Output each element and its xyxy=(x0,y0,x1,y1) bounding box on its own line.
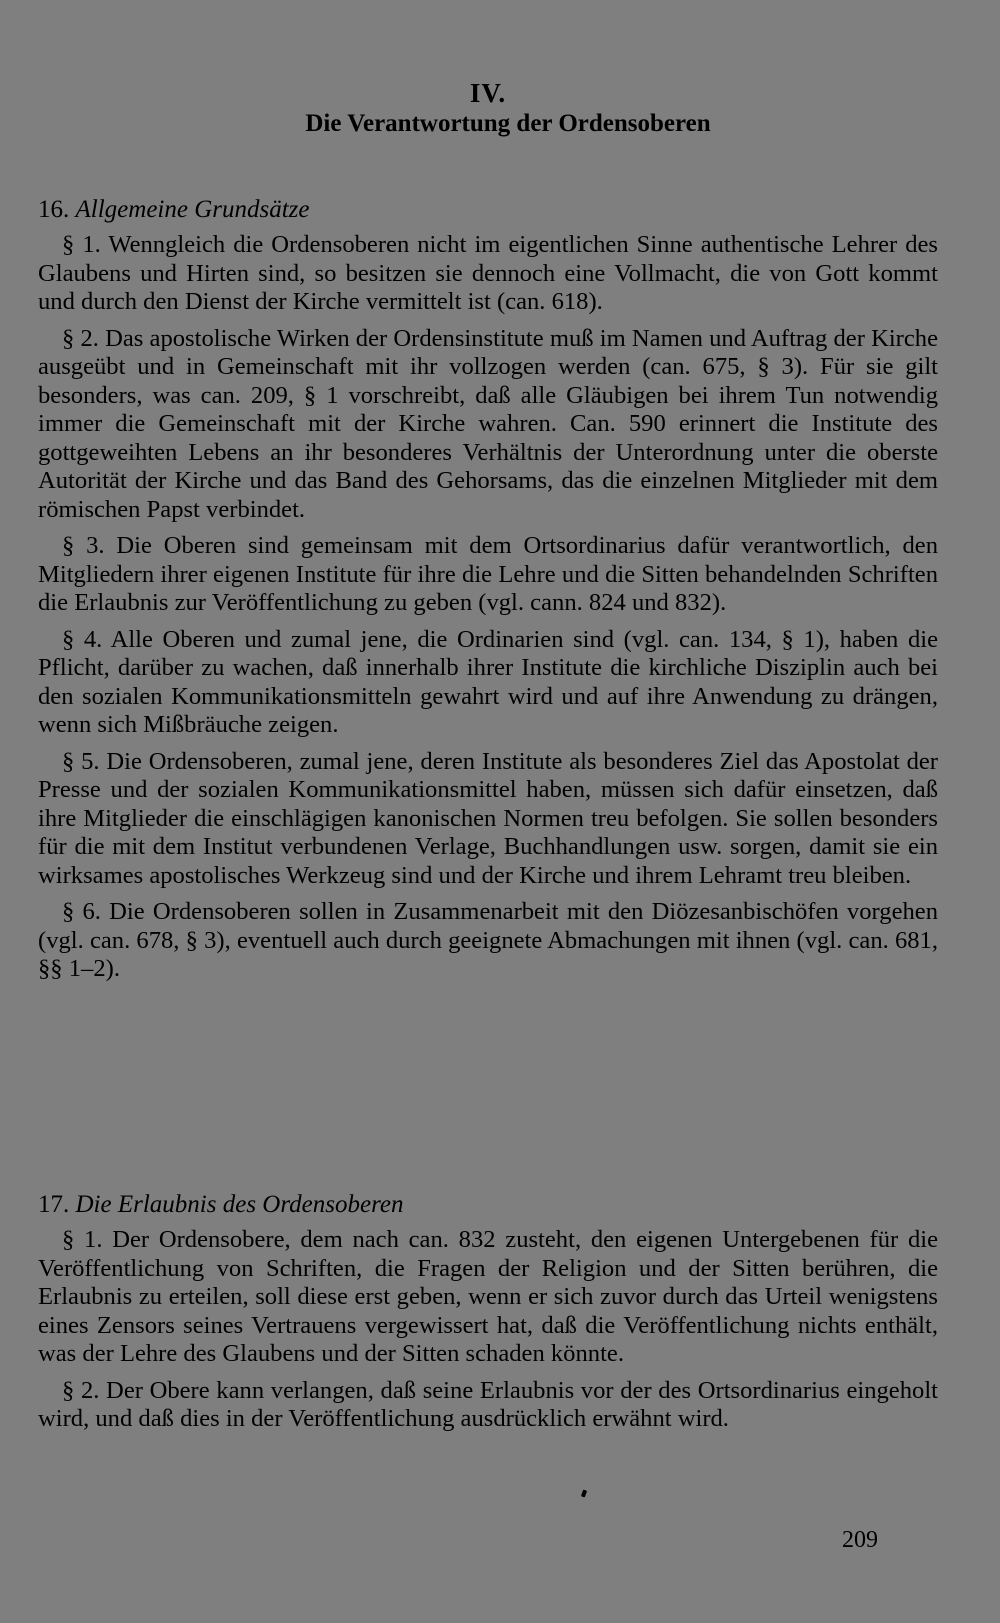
section-number: 16. xyxy=(38,196,70,223)
paragraph: § 2. Der Obere kann verlangen, daß seine Erlaubnis vor der des Ortsordinarius eingeholt wird, und daß dies in der Veröffentlichung ausdrücklich erwähnt wird. xyxy=(38,1376,938,1432)
paragraph: § 4. Alle Oberen und zumal jene, die Ordinarien sind (vgl. can. 134, § 1), haben die Pflicht, darüber zu wachen, daß innerhalb ihrer Institute die kirchliche Disziplin auch bei den sozialen Kommunikationsmitteln gewahrt wird und auf ihre Anwendung zu drängen, wenn sich Mißbräuche zeigen. xyxy=(38,625,938,738)
section-heading xyxy=(38,195,938,225)
paragraph: § 1. Wenngleich die Ordensoberen nicht im eigentlichen Sinne authentische Lehrer des Glaubens und Hirten sind, so besitzen sie dennoch eine Vollmacht, die von Gott kommt und durch den Dienst der Kirche vermittelt ist (can. 618). xyxy=(38,231,938,315)
section-number: 17. xyxy=(38,1191,70,1218)
section-heading xyxy=(38,1190,938,1220)
section-title: Allgemeine Grundsätze xyxy=(75,196,310,223)
paragraph: § 3. Die Oberen sind gemeinsam mit dem Ortsordinarius dafür verantwortlich, den Mitgliedern ihrer eigenen Institute für ihre die Lehre und die Sitten behandelnden Schriften die Erlaubnis zur Veröffentlichung zu geben (vgl. cann. 824 und 832). xyxy=(38,532,938,616)
chapter-title: Die Verantwortung der Ordensoberen xyxy=(305,110,711,137)
paragraph: § 5. Die Ordensoberen, zumal jene, deren Institute als besonderes Ziel das Apostolat der Presse und der sozialen Kommunikationsmittel haben, müssen sich dafür einsetzen, daß ihre Mitglieder die einschlägigen kanonischen Normen treu befolgen. Sie sollen besonders für die mit dem Institut verbundenen Verlage, Buchhandlungen usw. sorgen, damit sie ein wirksames apostolisches Werkzeug sind und der Kirche und ihrem Lehramt treu bleiben. xyxy=(38,747,938,889)
section-17 xyxy=(38,1190,938,1442)
paragraph: § 2. Das apostolische Wirken der Ordensinstitute muß im Namen und Auftrag der Kirche ausgeübt und in Gemeinschaft mit ihr vollzogen werden (can. 675, § 3). Für sie gilt besonders, was can. 209, § 1 vorschreibt, daß alle Gläubigen bei ihrem Tun notwendig immer die Gemeinschaft mit der Kirche wahren. Can. 590 erinnert die Institute des gottgeweihten Lebens an ihr besonderes Verhältnis der Unterordnung unter die oberste Autorität der Kirche und das Band des Gehorsams, das die einzelnen Mitglieder mit dem römischen Papst verbindet. xyxy=(38,324,938,523)
document-page xyxy=(38,0,938,1623)
section-16 xyxy=(38,195,938,992)
section-title: Die Erlaubnis des Ordensoberen xyxy=(75,1191,404,1218)
chapter-number: IV. xyxy=(469,78,507,108)
paragraph: § 6. Die Ordensoberen sollen in Zusammenarbeit mit den Diözesanbischöfen vorgehen (vgl. can. 678, § 3), eventuell auch durch geeignete Abmachungen mit ihnen (vgl. can. 681, §§ 1–2). xyxy=(38,898,938,982)
page-number: 209 xyxy=(842,1527,878,1553)
paragraph: § 1. Der Ordensobere, dem nach can. 832 zusteht, den eigenen Untergebenen für die Veröffentlichung von Schriften, die Fragen der Religion und der Sitten berühren, die Erlaubnis zu erteilen, soll diese erst geben, wenn er sich zuvor durch das Urteil wenigstens eines Zensors seines Vertrauens vergewissert hat, daß die Veröffentlichung nichts enthält, was der Lehre des Glaubens und der Sitten schaden könnte. xyxy=(38,1226,938,1367)
